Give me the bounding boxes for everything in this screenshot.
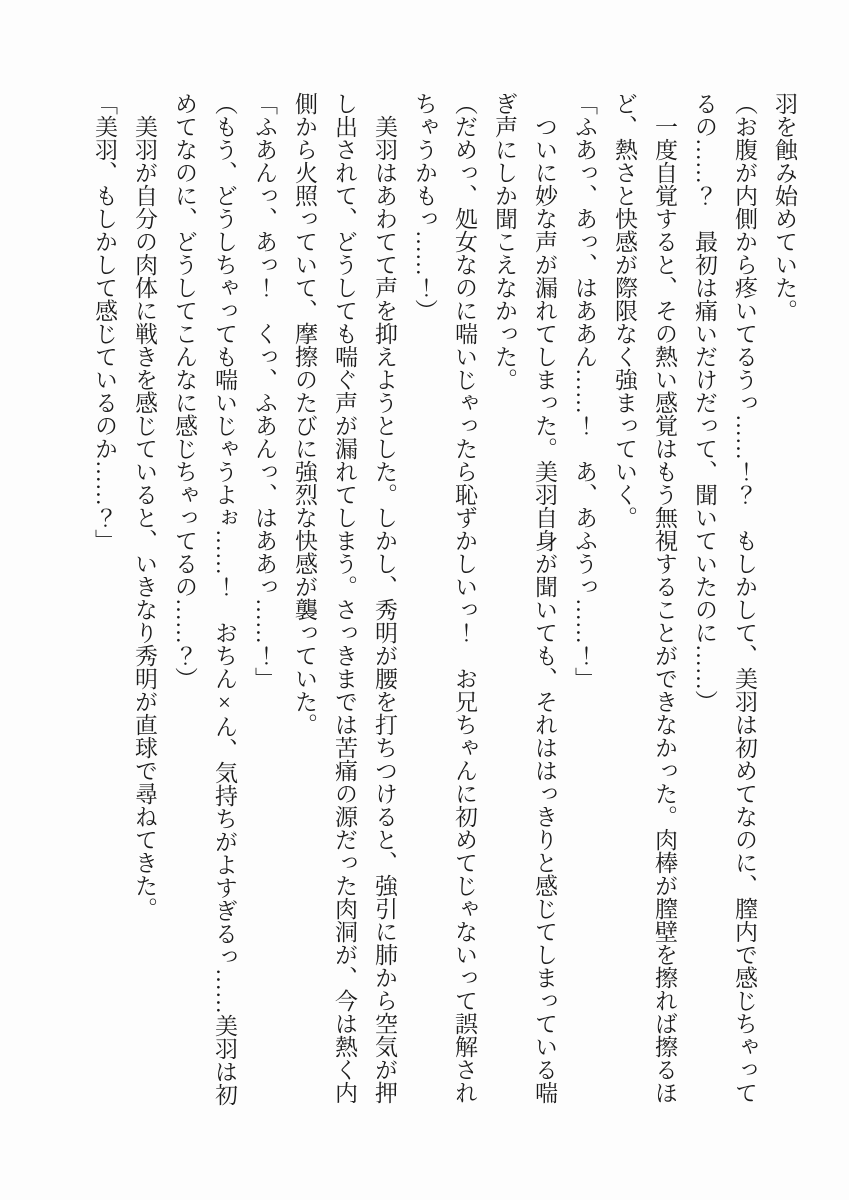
paragraph-8: 「ふあんっ、あっ！ くっ、ふあんっ、はああっ……！」	[252, 92, 277, 690]
paragraph-11: 「美羽、もしかして感じているのか……？」	[92, 92, 117, 552]
paragraph-4: 「ふあっ、あっ、はああん……！ あ、あふうっ……！」	[572, 92, 597, 690]
paragraph-5: ついに妙な声が漏れてしまった。美羽自身が聞いても、それははっきりと感じてしまっている喘ぎ声にしか聞こえなかった。	[492, 92, 557, 1104]
paragraph-1: 羽を蝕み始めていた。	[772, 92, 797, 322]
paragraph-9: （もう、どうしちゃっても喘いじゃうよぉ……！ おちん×ん、気持ちがよすぎるっ……美羽は初めてなのに、どうしてこんなに感じちゃってるの……？）	[172, 92, 237, 1106]
novel-page-text-block	[84, 92, 804, 1106]
paragraph-6: （だめっ、処女なのに喘いじゃったら恥ずかしいっ！ お兄ちゃんに初めてじゃないって誤解されちゃうかもっ……！）	[412, 92, 477, 1104]
paragraph-3: 一度自覚すると、その熱い感覚はもう無視することができなかった。肉棒が膣壁を擦れば擦るほど、熱さと快感が際限なく強まっていく。	[612, 92, 677, 1104]
paragraph-2: （お腹が内側から疼いてるうっ……！？ もしかして、美羽は初めてなのに、膣内で感じちゃってるの……？ 最初は痛いだけだって、聞いていたのに……）	[692, 92, 757, 1104]
paragraph-7: 美羽はあわてて声を抑えようとした。しかし、秀明が腰を打ちつけると、強引に肺から空気が押し出されて、どうしても喘ぐ声が漏れてしまう。さっきまでは苦痛の源だった肉洞が、今は熱く内側から火照っていて、摩擦のたびに強烈な快感が襲っていた。	[292, 92, 397, 1104]
paragraph-10: 美羽が自分の肉体に戦きを感じていると、いきなり秀明が直球で尋ねてきた。	[132, 92, 157, 920]
